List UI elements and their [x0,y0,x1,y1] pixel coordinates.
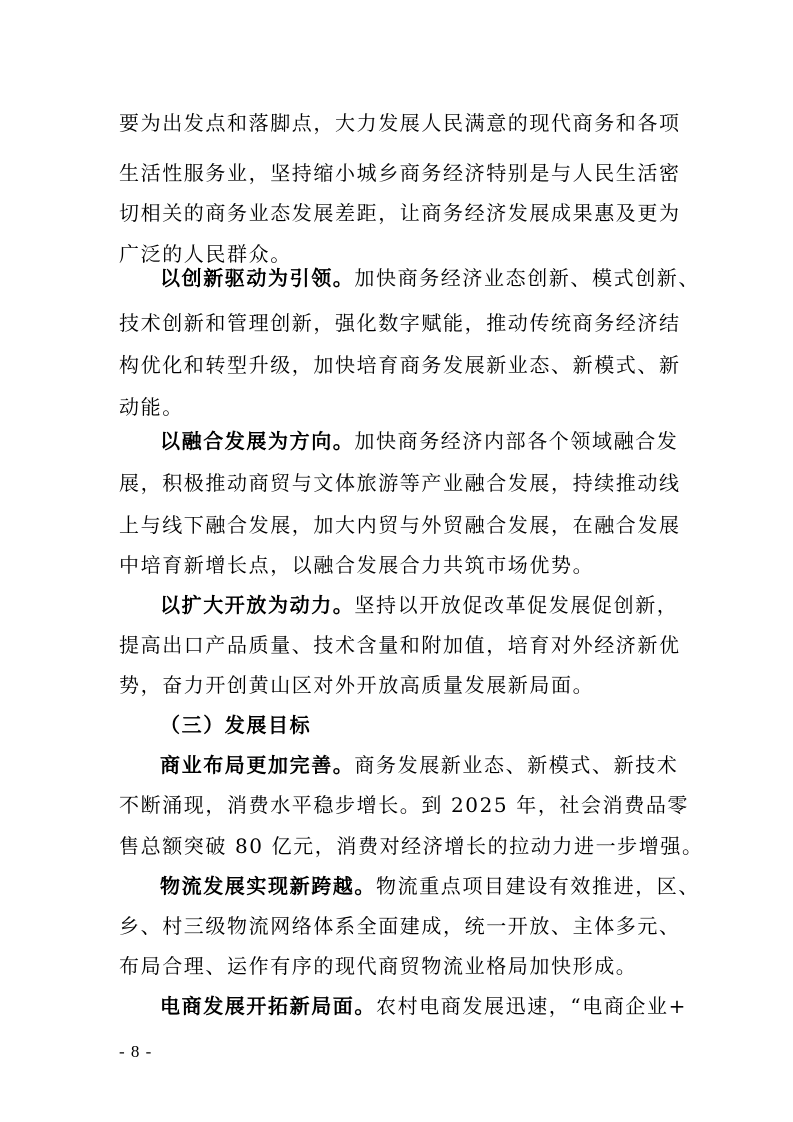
paragraph-6-line-3: 布局合理、运作有序的现代商贸物流业格局加快形成。 [119,954,638,978]
paragraph-4-lead: 以扩大开放为动力。 [160,593,355,617]
paragraph-3-line-3: 上与线下融合发展，加大内贸与外贸融合发展，在融合发展 [119,513,681,537]
paragraph-6-line-1 [160,866,700,906]
paragraph-4-line-2: 提高出口产品质量、技术含量和附加值，培育对外经济新优 [119,633,681,657]
paragraph-4-line-1 [160,585,679,625]
paragraph-4-line-3: 势，奋力开创黄山区对外开放高质量发展新局面。 [119,673,595,697]
paragraph-3-line-1 [160,421,679,461]
paragraph-3-lead: 以融合发展为方向。 [160,429,355,453]
paragraph-2-line-2: 技术创新和管理创新，强化数字赋能，推动传统商务经济结 [119,311,681,335]
paragraph-2-lead: 以创新驱动为引领。 [160,266,355,290]
paragraph-6-lead: 物流发展实现新跨越。 [160,874,376,898]
paragraph-3-line-4: 中培育新增长点，以融合发展合力共筑市场优势。 [119,553,595,577]
page-number: - 8 - [119,1042,153,1061]
paragraph-5-line-3: 售总额突破 80 亿元，消费对经济增长的拉动力进一步增强。 [119,834,704,858]
section-heading: （三）发展目标 [160,713,312,737]
paragraph-1-line-3: 切相关的商务业态发展差距，让商务经济发展成果惠及更为 [119,201,681,225]
paragraph-7-lead: 电商发展开拓新局面。 [160,994,376,1018]
paragraph-4-text: 坚持以开放促改革促发展促创新， [354,593,679,617]
paragraph-5-lead: 商业布局更加完善。 [160,753,355,777]
paragraph-2-line-1 [160,258,701,298]
paragraph-5-line-1 [160,745,679,785]
paragraph-5-text: 商务发展新业态、新模式、新技术 [354,753,679,777]
paragraph-1-line-1: 要为出发点和落脚点，大力发展人民满意的现代商务和各项 [119,111,681,135]
paragraph-2-text: 加快商务经济业态创新、模式创新、 [354,266,701,290]
paragraph-6-line-2: 乡、村三级物流网络体系全面建成，统一开放、主体多元、 [119,914,681,938]
paragraph-6-text: 物流重点项目建设有效推进，区、 [376,874,700,898]
paragraph-5-line-2: 不断涌现，消费水平稳步增长。到 2025 年，社会消费品零 [119,793,690,817]
paragraph-3-line-2: 展，积极推动商贸与文体旅游等产业融合发展，持续推动线 [119,471,681,495]
paragraph-1-line-2: 生活性服务业，坚持缩小城乡商务经济特别是与人民生活密 [119,161,681,185]
paragraph-7-line-1 [160,986,687,1026]
paragraph-3-text: 加快商务经济内部各个领域融合发 [354,429,679,453]
paragraph-1-line-4: 广泛的人民群众。 [119,242,292,266]
paragraph-7-text: 农村电商发展迅速，“电商企业+ [376,994,687,1018]
paragraph-2-line-4: 动能。 [119,395,184,419]
paragraph-2-line-3: 构优化和转型升级，加快培育商务发展新业态、新模式、新 [119,353,681,377]
